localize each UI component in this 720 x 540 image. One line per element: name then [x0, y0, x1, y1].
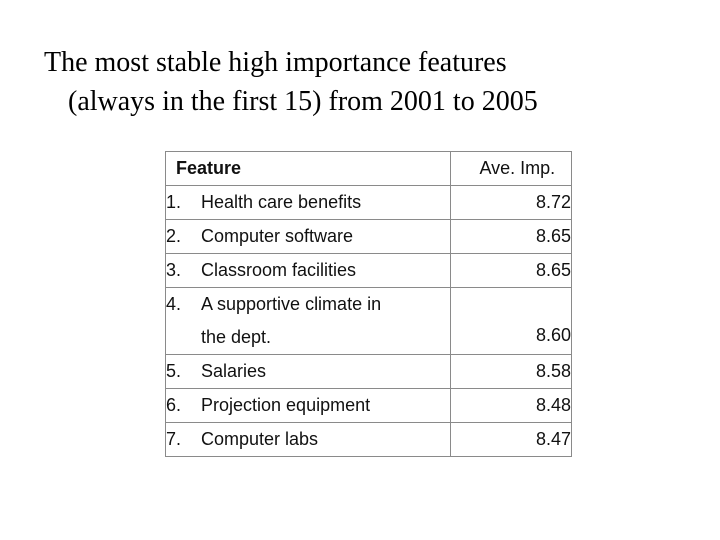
feature-line-1 — [166, 288, 450, 321]
feature-name: Projection equipment — [201, 395, 371, 415]
row-number: 4. — [166, 294, 182, 314]
row-number: 5. — [166, 361, 182, 381]
feature-cell — [166, 423, 451, 457]
importance-value: 8.47 — [451, 423, 572, 457]
feature-cell — [166, 355, 451, 389]
table-row — [166, 389, 572, 423]
importance-value: 8.72 — [451, 186, 572, 220]
importance-value: 8.65 — [451, 254, 572, 288]
importance-value: 8.58 — [451, 355, 572, 389]
feature-cell — [166, 254, 451, 288]
importance-value: 8.48 — [451, 389, 572, 423]
feature-name: Computer software — [201, 226, 354, 246]
table-row — [166, 186, 572, 220]
feature-line-2: the dept. — [201, 327, 272, 347]
table-row — [166, 355, 572, 389]
title-line-1: The most stable high importance features — [44, 47, 507, 78]
table-header-row — [166, 152, 572, 186]
feature-column-header: Feature — [166, 152, 451, 186]
feature-cell — [166, 220, 451, 254]
feature-cell — [166, 186, 451, 220]
table-row — [166, 288, 572, 355]
title-line-2: (always in the first 15) from 2001 to 2005 — [68, 86, 538, 117]
row-number: 6. — [166, 395, 182, 415]
row-number: 7. — [166, 429, 182, 449]
feature-cell — [166, 389, 451, 423]
features-table — [165, 151, 572, 457]
feature-name: Health care benefits — [201, 192, 362, 212]
row-number: 2. — [166, 226, 182, 246]
feature-name: A supportive climate in — [201, 294, 382, 314]
row-number: 1. — [166, 192, 182, 212]
feature-name: Salaries — [201, 361, 267, 381]
importance-value: 8.60 — [451, 288, 572, 355]
feature-name: Classroom facilities — [201, 260, 357, 280]
table-row — [166, 254, 572, 288]
feature-name: Computer labs — [201, 429, 319, 449]
row-number: 3. — [166, 260, 182, 280]
feature-cell — [166, 288, 451, 355]
slide-title — [44, 43, 704, 121]
table-row — [166, 220, 572, 254]
importance-value: 8.65 — [451, 220, 572, 254]
table-row — [166, 423, 572, 457]
importance-column-header: Ave. Imp. — [451, 152, 572, 186]
